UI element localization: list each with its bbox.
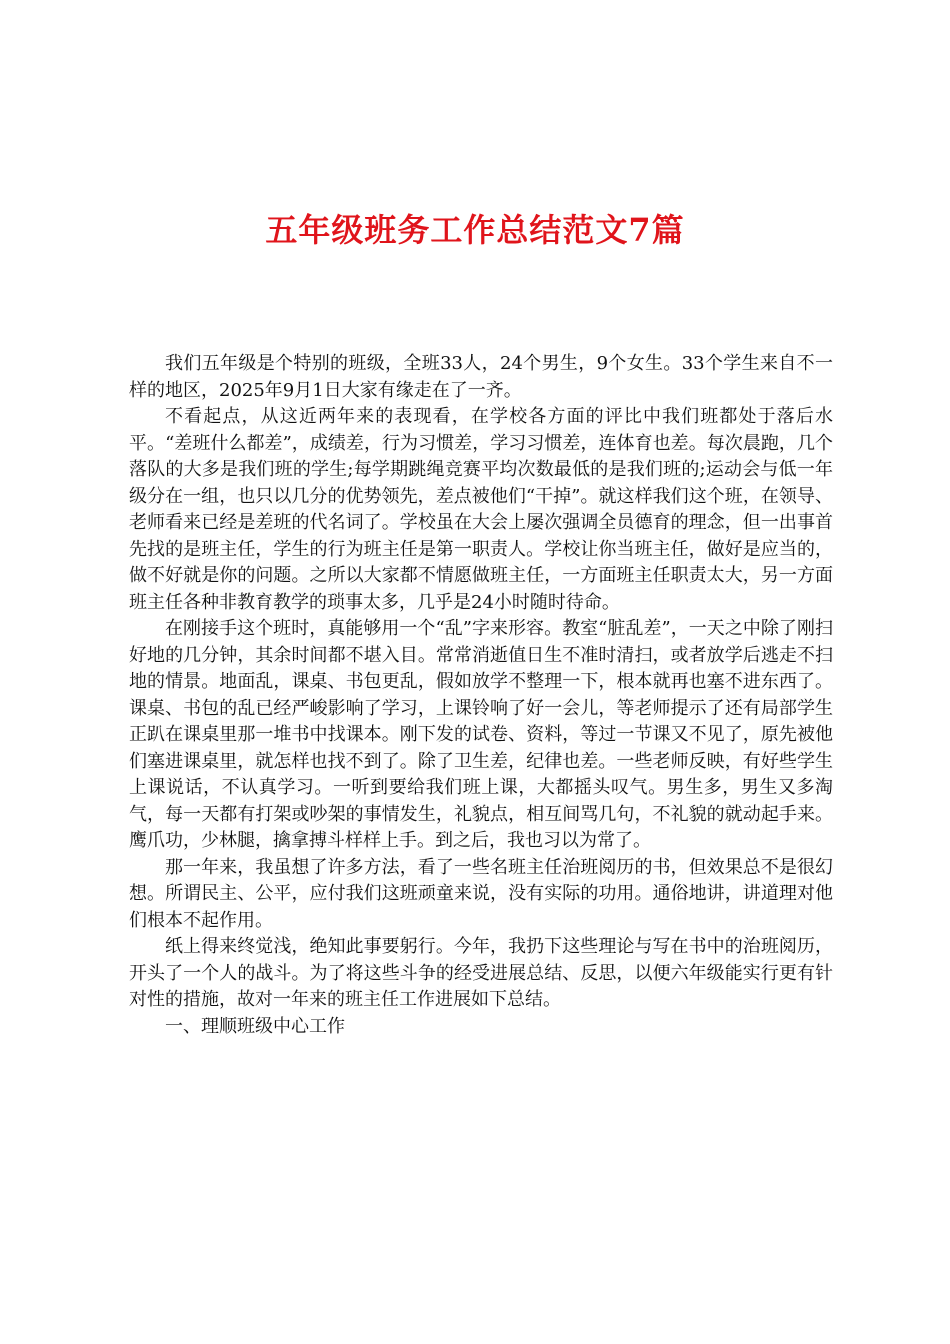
section-heading: 一、理顺班级中心工作 (165, 1015, 345, 1037)
paragraph-intro: 我们五年级是个特别的班级，全班33人，24个男生，9个女生。33个学生来自不一样的地区，2025年9月1日大家有缘走在了一齐。 (129, 353, 833, 401)
paragraph-initial-state: 在刚接手这个班时，真能够用一个“乱”字来形容。教室“脏乱差”，一天之中除了刚扫好地的几分钟，其余时间都不堪入目。常常消逝值日生不准时清扫，或者放学后逃走不扫地的情景。地面乱，课桌、书包更乱，假如放学不整理一下，根本就再也塞不进东西了。课桌、书包的乱已经严峻影响了学习，上课铃响了好一会儿，等老师提示了还有局部学生正趴在课桌里那一堆书中找课本。刚下发的试卷、资料，等过一节课又不见了，原先被他们塞进课桌里，就怎样也找不到了。除了卫生差，纪律也差。一些老师反映，有好些学生上课说话，不认真学习。一听到要给我们班上课，大都摇头叹气。男生多，男生又多淘气，每一天都有打架或吵架的事情发生，礼貌点，相互间骂几句，不礼貌的就动起手来。鹰爪功，少林腿，擒拿搏斗样样上手。到之后，我也习以为常了。 (129, 618, 833, 851)
paragraph-reflection: 那一年来，我虽想了许多方法，看了一些名班主任治班阅历的书，但效果总不是很幻想。所谓民主、公平，应付我们这班顽童来说，没有实际的功用。通俗地讲，讲道理对他们根本不起作用。 (129, 856, 833, 931)
document-body (129, 351, 833, 1040)
document-title: 五年级班务工作总结范文7篇 (265, 211, 685, 249)
paragraph-summary-intro: 纸上得来终觉浅，绝知此事要躬行。今年，我扔下这些理论与写在书中的治班阅历，开头了一个人的战斗。为了将这些斗争的经受进展总结、反思，以便六年级能实行更有针对性的措施，故对一年来的班主任工作进展如下总结。 (129, 936, 833, 1010)
paragraph-background: 不看起点，从这近两年来的表现看，在学校各方面的评比中我们班都处于落后水平。“差班什么都差”，成绩差，行为习惯差，学习习惯差，连体育也差。每次晨跑，几个落队的大多是我们班的学生;每学期跳绳竞赛平均次数最低的是我们班的;运动会与低一年级分在一组，也只以几分的优势领先，差点被他们“干掉”。就这样我们这个班，在领导、老师看来已经是差班的代名词了。学校虽在大会上屡次强调全员德育的理念，但一出事首先找的是班主任，学生的行为班主任是第一职责人。学校让你当班主任，做好是应当的，做不好就是你的问题。之所以大家都不情愿做班主任，一方面班主任职责太大，另一方面班主任各种非教育教学的琐事太多，几乎是24小时随时待命。 (129, 406, 833, 613)
